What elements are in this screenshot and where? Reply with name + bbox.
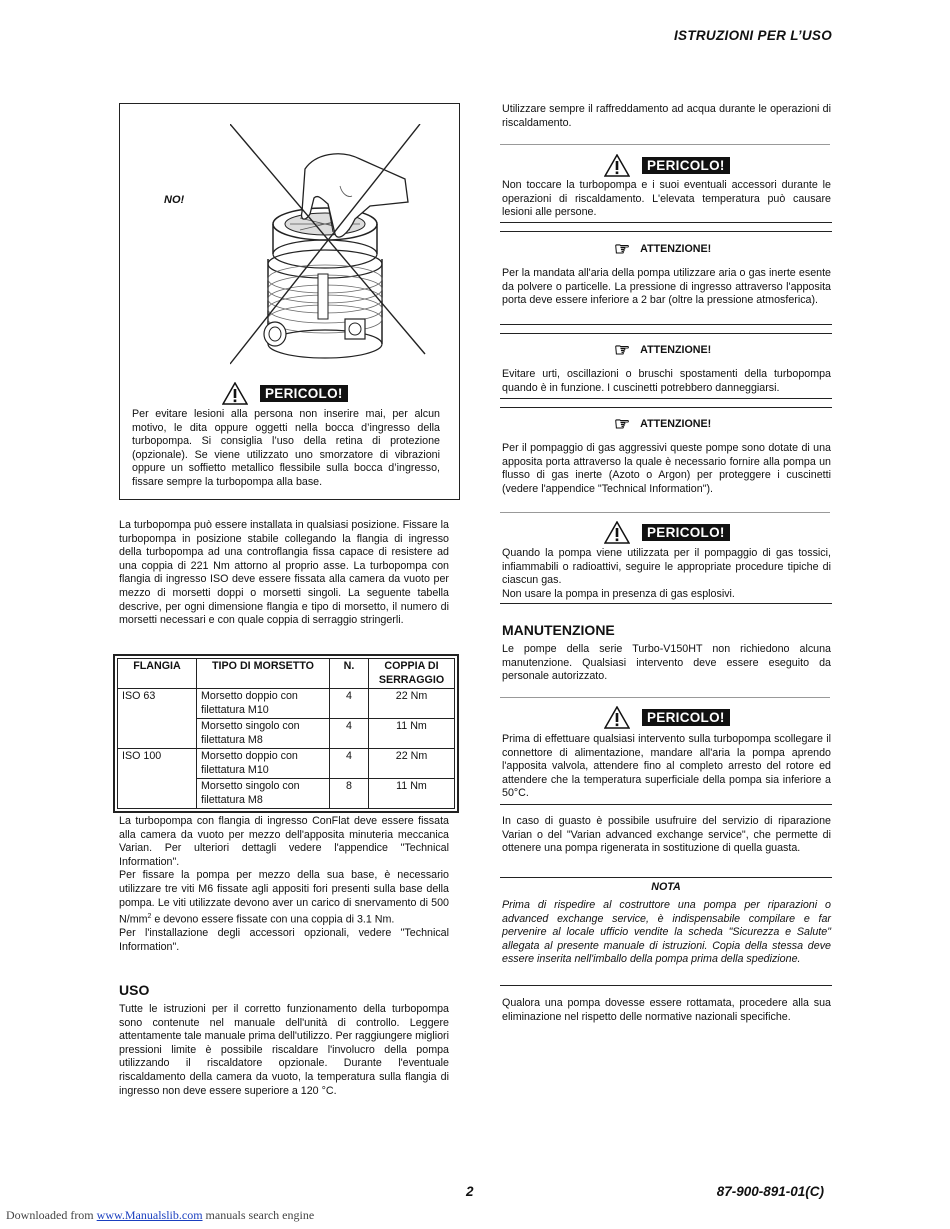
base-text-sup: 2 bbox=[147, 913, 152, 921]
table-row bbox=[118, 749, 455, 779]
clamp-table-frame bbox=[113, 654, 459, 813]
table-cell: 11 Nm bbox=[369, 779, 455, 809]
table-cell: Morsetto singolo con filettatura M8 bbox=[197, 719, 330, 749]
accessories-text: Per l'installazione degli accessori opzionali, vedere "Technical Information". bbox=[119, 927, 449, 953]
manutenzione-text: Le pompe della serie Turbo-V150HT non richiedono alcuna manutenzione. Qualsiasi intervento deve essere eseguito da personale autorizzato. bbox=[502, 643, 831, 683]
att1-text: Per la mandata all'aria della pompa utilizzare aria o gas inerte esente da polvere o particelle. La pressione di ingresso attraverso l'apposita porta deve essere inferiore a 2 bar (oltre la pressione atmosferica). bbox=[502, 267, 831, 307]
installation-text: La turbopompa può essere installata in qualsiasi posizione. Fissare la turbopompa in posizione stabile collegando la flangia di ingresso della turbopompa ad una controflangia fissa capace di resistere ad una coppia di 221 Nm attorno al proprio asse. La turbopompa con flangia di ingresso ISO deve essere fissata alla camera da vuoto per mezzo di morsetti doppi o morsetti singoli. La seguente tabella descrive, per ogni dimensione flangia e tipo di morsetto, il numero di morsetti necessari e con quale coppia di serraggio stringerli. bbox=[119, 519, 449, 627]
column-header: FLANGIA bbox=[118, 659, 197, 689]
table-cell: 8 bbox=[330, 779, 369, 809]
table-row bbox=[118, 719, 455, 749]
divider bbox=[500, 333, 832, 334]
conflat-section bbox=[119, 815, 449, 955]
divider bbox=[500, 985, 832, 986]
danger2-text: Quando la pompa viene utilizzata per il pompaggio di gas tossici, infiammabili o radioattivi, seguire le appropriate procedure tipiche di ciascun gas. bbox=[502, 547, 831, 587]
table-cell: 4 bbox=[330, 689, 369, 719]
table-header-row bbox=[118, 659, 455, 689]
nota-heading: NOTA bbox=[651, 881, 681, 893]
attention-label: ATTENZIONE! bbox=[640, 243, 712, 255]
table-cell: Morsetto doppio con filettatura M10 bbox=[197, 749, 330, 779]
danger-sign bbox=[604, 521, 730, 544]
danger3-text: Prima di effettuare qualsiasi intervento sulla turbopompa scollegare il connettore di alimentazione, mandare all'aria la pompa aprendo l'apposita valvola, attendere fino al completo arresto del rotore ed attendere che la temperatura superficiale della pompa sia inferiore a 50°C. bbox=[502, 733, 831, 800]
base-text-b: e devono essere fissate con una coppia di 3.1 Nm. bbox=[151, 913, 395, 926]
attention-label: ATTENZIONE! bbox=[640, 344, 712, 356]
divider bbox=[500, 222, 832, 223]
pointing-hand-icon: ☞ bbox=[614, 239, 631, 259]
warning-triangle-icon bbox=[222, 382, 248, 405]
table-cell: 4 bbox=[330, 719, 369, 749]
page-header-title: ISTRUZIONI PER L’USO bbox=[673, 28, 832, 43]
danger1-text: Non toccare la turbopompa e i suoi eventuali accessori durante le operazioni di riscaldamento. L'elevata temperatura può causare lesioni alle persone. bbox=[502, 179, 831, 219]
download-footer bbox=[6, 1208, 314, 1223]
repair-text: In caso di guasto è possibile usufruire del servizio di riparazione Varian o del "Varian advanced exchange service", che permette di ottenere una pompa rigenerata in sostituzione di quella guasta. bbox=[502, 815, 831, 855]
table-cell: 11 Nm bbox=[369, 719, 455, 749]
table-cell bbox=[118, 719, 197, 749]
cooling-text: Utilizzare sempre il raffreddamento ad acqua durante le operazioni di riscaldamento. bbox=[502, 103, 831, 129]
divider bbox=[500, 144, 830, 145]
attention-label: ATTENZIONE! bbox=[640, 418, 712, 430]
att2-text: Evitare urti, oscillazioni o bruschi spostamenti della turbopompa quando è in funzione. I cuscinetti potrebbero danneggiarsi. bbox=[502, 368, 831, 394]
table-cell: 22 Nm bbox=[369, 689, 455, 719]
divider bbox=[500, 231, 832, 232]
table-row bbox=[118, 689, 455, 719]
table-row bbox=[118, 779, 455, 809]
turbopump-finger-illustration bbox=[230, 124, 430, 374]
att3-text: Per il pompaggio di gas aggressivi queste pompe sono dotate di una apposita porta attraverso la quale è necessario fornire alla pompa un flusso di gas inerte (Azoto o Argon) per proteggere i cuscinetti (vedere l'appendice "Technical Information"). bbox=[502, 442, 831, 495]
scrap-text: Qualora una pompa dovesse essere rottamata, procedere alla sua eliminazione nel rispetto delle normative nazionali specifiche. bbox=[502, 997, 831, 1023]
table-cell: 4 bbox=[330, 749, 369, 779]
manutenzione-heading: MANUTENZIONE bbox=[502, 622, 615, 638]
pointing-hand-icon: ☞ bbox=[614, 340, 631, 360]
divider bbox=[500, 804, 832, 805]
download-suffix: manuals search engine bbox=[205, 1208, 315, 1222]
document-code: 87-900-891-01(C) bbox=[716, 1184, 824, 1199]
divider bbox=[500, 697, 830, 698]
clamp-table bbox=[117, 658, 455, 809]
uso-text: Tutte le istruzioni per il corretto funzionamento della turbopompa sono contenute nel manuale dell'unità di controllo. Leggere attentamente tale manuale prima dell'utilizzo. Per raggiungere migliori pressioni limite è possibile riscaldare l'involucro della pompa utilizzando il riscaldatore opzionale. Durante l'eventuale riscaldamento della camera da vuoto, la temperatura sulla flangia di ingresso non deve essere superiore a 120 °C. bbox=[119, 1003, 449, 1097]
attention-sign bbox=[614, 240, 711, 258]
warning-triangle-icon bbox=[604, 521, 630, 544]
attention-sign bbox=[614, 415, 711, 433]
table-cell: 22 Nm bbox=[369, 749, 455, 779]
danger-badge: PERICOLO! bbox=[642, 524, 730, 541]
manualslib-link[interactable]: www.Manualslib.com bbox=[96, 1208, 203, 1222]
danger-sign bbox=[222, 382, 348, 405]
divider bbox=[500, 398, 832, 399]
divider bbox=[500, 407, 832, 408]
base-text-a: Per fissare la pompa per mezzo della sua base, è necessario utilizzare tre viti M6 fissate agli appositi fori presenti sulla base della pompa. Le viti utilizzate devono aver un carico di snervamento di 500 N/mm bbox=[119, 869, 449, 926]
finger-warning-text: Per evitare lesioni alla persona non inserire mai, per alcun motivo, le dita oppure oggetti nella bocca d’ingresso della turbopompa. Si consiglia l’uso della retina di protezione (opzionale). Se viene utilizzato uno smorzatore di vibrazioni oppure un soffietto metallico flessibile sulla bocca d’ingresso, fissare sempre la turbopompa alla base. bbox=[132, 408, 440, 488]
danger2-body bbox=[502, 547, 831, 601]
divider bbox=[500, 324, 832, 325]
danger-badge: PERICOLO! bbox=[260, 385, 348, 402]
danger-sign bbox=[604, 154, 730, 177]
base-fixing-text bbox=[119, 869, 449, 927]
no-label: NO! bbox=[164, 194, 185, 206]
table-cell: Morsetto doppio con filettatura M10 bbox=[197, 689, 330, 719]
table-cell: Morsetto singolo con filettatura M8 bbox=[197, 779, 330, 809]
divider bbox=[500, 877, 832, 878]
conflat-text: La turbopompa con flangia di ingresso ConFlat deve essere fissata alla camera da vuoto per mezzo dell'apposita minuteria meccanica Varian. Per ulteriori dettagli vedere l'appendice "Technical Information". bbox=[119, 815, 449, 868]
divider bbox=[500, 603, 832, 604]
download-prefix: Downloaded from bbox=[6, 1208, 94, 1222]
page-number: 2 bbox=[466, 1184, 474, 1199]
danger-sign bbox=[604, 706, 730, 729]
warning-triangle-icon bbox=[604, 706, 630, 729]
pointing-hand-icon: ☞ bbox=[614, 414, 631, 434]
danger-badge: PERICOLO! bbox=[642, 157, 730, 174]
table-cell: ISO 63 bbox=[118, 689, 197, 719]
danger2-text2: Non usare la pompa in presenza di gas esplosivi. bbox=[502, 587, 735, 600]
danger-badge: PERICOLO! bbox=[642, 709, 730, 726]
column-header: N. bbox=[330, 659, 369, 689]
uso-heading: USO bbox=[119, 982, 150, 998]
nota-text: Prima di rispedire al costruttore una pompa per riparazioni o advanced exchange service, è indispensabile compilare e far pervenire al locale ufficio vendite la scheda "Sicurezza e Salute" allegata al presente manuale di istruzioni. Copia della stessa deve essere inserita nell'imballo della pompa prima della spedizione. bbox=[502, 899, 831, 966]
divider bbox=[500, 512, 830, 513]
table-cell: ISO 100 bbox=[118, 749, 197, 779]
column-header: TIPO DI MORSETTO bbox=[197, 659, 330, 689]
finger-warning-box bbox=[119, 103, 460, 500]
column-header: COPPIA DI SERRAGGIO bbox=[369, 659, 455, 689]
warning-triangle-icon bbox=[604, 154, 630, 177]
attention-sign bbox=[614, 341, 711, 359]
table-cell bbox=[118, 779, 197, 809]
